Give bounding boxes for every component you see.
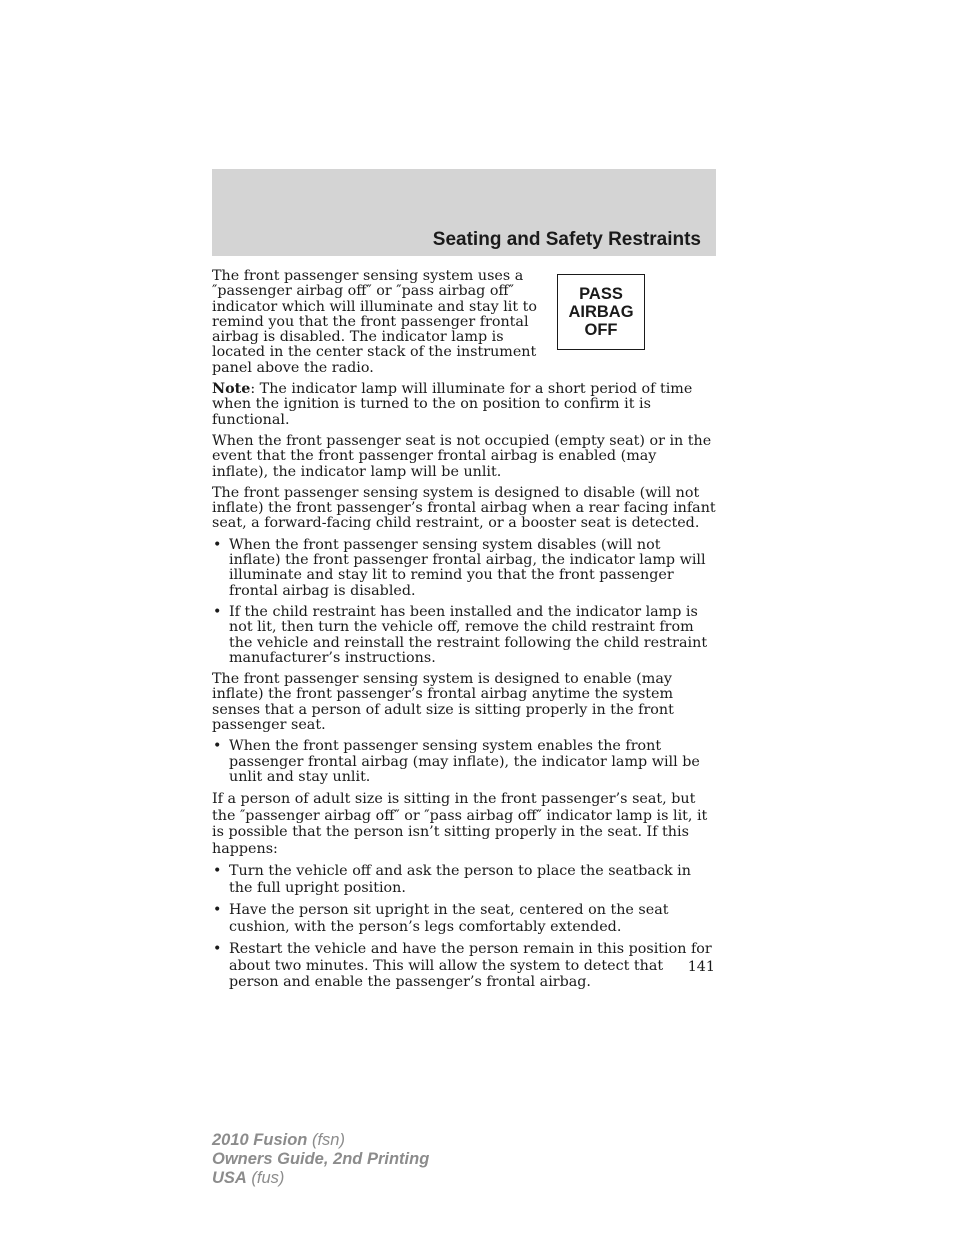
indicator-line-3: OFF bbox=[584, 321, 618, 339]
document-footer bbox=[212, 1131, 429, 1188]
bullet-text: Restart the vehicle and have the person remain in this position for about two minutes. This will allow the system to detect that person and enable the passenger’s frontal airbag. bbox=[229, 941, 712, 991]
indicator-line-1: PASS bbox=[579, 285, 623, 303]
footer-line-1 bbox=[212, 1131, 429, 1150]
bullet-text: Have the person sit upright in the seat, centered on the seat cushion, with the person’s legs comfortably extended. bbox=[229, 902, 669, 935]
indicator-line-2: AIRBAG bbox=[568, 303, 634, 321]
bullet-text: Turn the vehicle off and ask the person to place the seatback in the full upright position. bbox=[229, 863, 691, 896]
pass-airbag-off-indicator-icon bbox=[557, 274, 645, 350]
footer-model: 2010 Fusion bbox=[212, 1131, 308, 1149]
page-number: 141 bbox=[687, 959, 715, 975]
bullet-symbol: • bbox=[213, 738, 222, 755]
footer-line-2 bbox=[212, 1150, 429, 1169]
bullet-text: When the front passenger sensing system disables (will not inflate) the front passenger frontal airbag, the indicator lamp will illuminate and stay lit to remind you that the front passenger frontal airbag is disabled. bbox=[229, 536, 706, 599]
list-item bbox=[212, 902, 716, 935]
bullet-text: When the front passenger sensing system enables the front passenger frontal airbag (may inflate), the indicator lamp will be unlit and stay unlit. bbox=[229, 738, 700, 785]
bullet-symbol: • bbox=[213, 536, 222, 553]
bullet-symbol: • bbox=[213, 863, 222, 880]
bullet-text: If the child restraint has been installed and the indicator lamp is not lit, then turn the vehicle off, remove the child restraint from the vehicle and reinstall the restraint following the child restraint manufacturer’s instructions. bbox=[229, 603, 708, 666]
section-header-band bbox=[212, 169, 716, 256]
disable-paragraph: The front passenger sensing system is designed to disable (will not inflate) the front passenger’s frontal airbag when a rear facing infant seat, a forward-facing child restraint, or a booster seat is detected. bbox=[212, 484, 716, 532]
section-title: Seating and Safety Restraints bbox=[432, 229, 701, 250]
intro-block bbox=[212, 269, 716, 376]
note-label: Note bbox=[212, 381, 251, 398]
not-occupied-paragraph: When the front passenger seat is not occupied (empty seat) or in the event that the front passenger frontal airbag is enabled (may inflate), the indicator lamp will be unlit. bbox=[212, 432, 712, 480]
note-paragraph bbox=[212, 382, 716, 428]
note-text: : The indicator lamp will illuminate for a short period of time when the ignition is turned to the on position to confirm it is functional. bbox=[212, 381, 693, 428]
enable-paragraph: The front passenger sensing system is designed to enable (may inflate) the front passenger’s frontal airbag anytime the system senses that a person of adult size is sitting properly in the front passenger seat. bbox=[212, 671, 674, 734]
page-content bbox=[212, 269, 716, 997]
footer-line-3 bbox=[212, 1169, 429, 1188]
list-item bbox=[212, 538, 716, 599]
list-item bbox=[212, 605, 716, 666]
footer-region: USA bbox=[212, 1169, 247, 1187]
intro-paragraph: The front passenger sensing system uses a ″passenger airbag off″ or ″pass airbag off″ indicator which will illuminate and stay lit to remind you that the front passenger frontal airbag is disabled. The indicator lamp is located in the center stack of the instrument panel above the radio. bbox=[212, 268, 538, 376]
bullet-symbol: • bbox=[213, 603, 222, 620]
list-item bbox=[212, 739, 716, 785]
list-item bbox=[212, 863, 716, 896]
bullet-symbol: • bbox=[213, 941, 222, 958]
bullet-symbol: • bbox=[213, 902, 222, 919]
footer-region-code: (fus) bbox=[246, 1169, 285, 1187]
footer-model-code: (fsn) bbox=[307, 1131, 345, 1149]
adult-paragraph: If a person of adult size is sitting in the front passenger’s seat, but the ″passenger airbag off″ or ″pass airbag off″ indicator lamp is lit, it is possible that the person isn’t sitting properly in the seat. If this happens: bbox=[212, 791, 708, 857]
footer-guide-edition: Owners Guide, 2nd Printing bbox=[212, 1150, 430, 1168]
